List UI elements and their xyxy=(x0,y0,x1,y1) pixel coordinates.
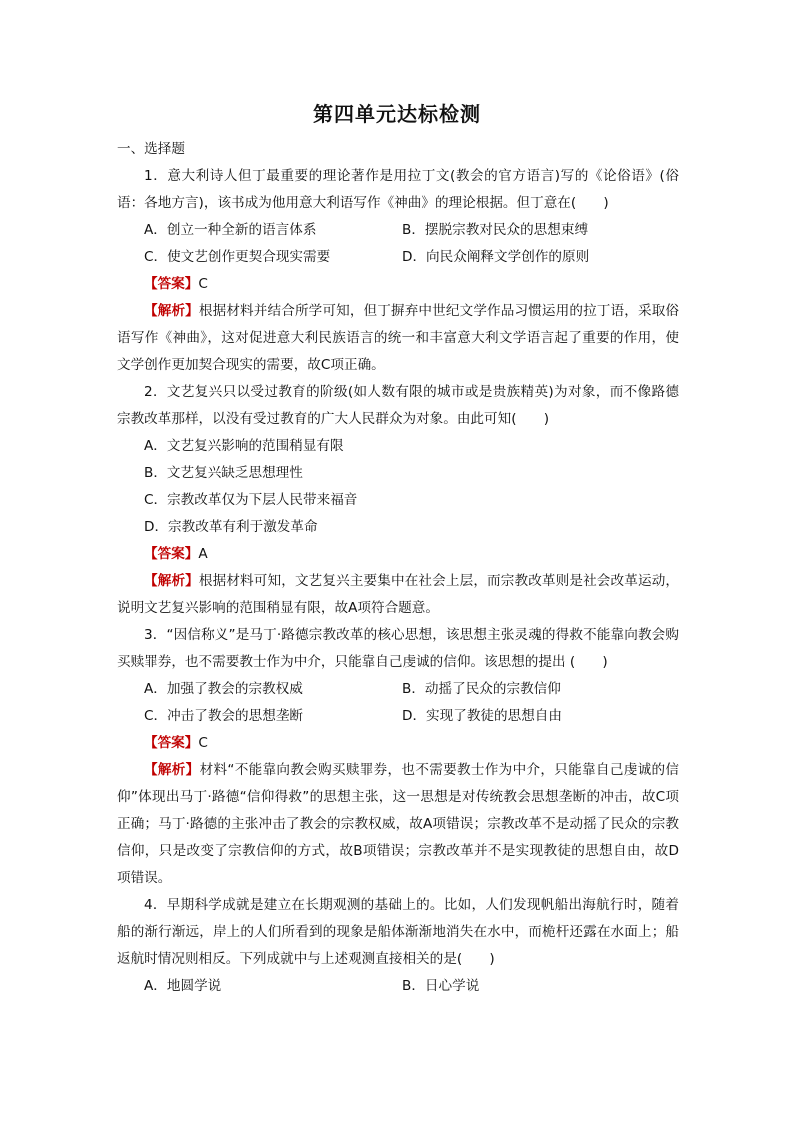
option-a: A．文艺复兴影响的范围稍显有限 xyxy=(144,438,344,454)
question-2 xyxy=(117,379,679,622)
page-title: 第四单元达标检测 xyxy=(313,102,481,126)
answer-line xyxy=(117,541,679,568)
option-d: D．向民众阐释文学创作的原则 xyxy=(402,249,590,265)
explanation xyxy=(117,298,679,379)
option-b: B．日心学说 xyxy=(402,978,480,994)
option-a: A．地圆学说 xyxy=(144,978,222,994)
answer-tag: 【答案】 xyxy=(144,546,199,562)
question-4 xyxy=(117,892,679,1000)
explanation-tag: 【解析】 xyxy=(144,573,199,589)
option-d: D．宗教改革有利于激发革命 xyxy=(144,519,318,535)
explanation xyxy=(117,568,679,622)
option-b: B．动摇了民众的宗教信仰 xyxy=(402,681,561,697)
answer-value: C xyxy=(198,735,208,751)
option-a: A．创立一种全新的语言体系 xyxy=(144,222,317,238)
question-stem: 2．文艺复兴只以受过教育的阶级(如人数有限的城市或是贵族精英)为对象，而不像路德宗教改革那样，以没有受过教育的广大人民群众为对象。由此可知( ) xyxy=(117,384,679,427)
explanation-tag: 【解析】 xyxy=(144,762,200,778)
option-c: C．使文艺创作更契合现实需要 xyxy=(144,249,331,265)
section-heading: 一、选择题 xyxy=(117,141,185,157)
answer-line xyxy=(117,730,679,757)
option-c: C．宗教改革仅为下层人民带来福音 xyxy=(144,492,358,508)
explanation-text: 材料“不能靠向教会购买赎罪券，也不需要教士作为中介，只能靠自己虔诚的信仰”体现出马丁·路德“信仰得救”的思想主张，这一思想是对传统教会思想垄断的冲击，故C项正确；马丁·路德的主张冲击了教会的宗教权威，故A项错误；宗教改革不是动摇了民众的宗教信仰，只是改变了宗教信仰的方式，故B项错误；宗教改革并不是实现教徒的思想自由，故D项错误。 xyxy=(117,762,679,886)
explanation-tag: 【解析】 xyxy=(144,303,199,319)
answer-value: A xyxy=(198,546,208,562)
question-stem: 1．意大利诗人但丁最重要的理论著作是用拉丁文(教会的官方语言)写的《论俗语》(俗语：各地方言)，该书成为他用意大利语写作《神曲》的理论根据。但丁意在( ) xyxy=(117,168,679,211)
explanation-text: 根据材料可知，文艺复兴主要集中在社会上层，而宗教改革则是社会改革运动，说明文艺复兴影响的范围稍显有限，故A项符合题意。 xyxy=(117,573,680,616)
answer-value: C xyxy=(198,276,208,292)
option-b: B．文艺复兴缺乏思想理性 xyxy=(144,465,303,481)
options-row xyxy=(117,973,679,1000)
question-stem: 3．“因信称义”是马丁·路德宗教改革的核心思想，该思想主张灵魂的得救不能靠向教会购买赎罪券，也不需要教士作为中介，只能靠自己虔诚的信仰。该思想的提出 ( ) xyxy=(117,627,679,670)
options-row xyxy=(117,217,679,244)
option-a: A．加强了教会的宗教权威 xyxy=(144,681,303,697)
option-b: B．摆脱宗教对民众的思想束缚 xyxy=(402,222,589,238)
question-3 xyxy=(117,622,679,892)
options-row xyxy=(117,676,679,703)
answer-tag: 【答案】 xyxy=(144,735,199,751)
explanation-text: 根据材料并结合所学可知，但丁摒弃中世纪文学作品习惯运用的拉丁语，采取俗语写作《神曲》，这对促进意大利民族语言的统一和丰富意大利文学语言起了重要的作用，使文学创作更加契合现实的需要，故C项正确。 xyxy=(117,303,680,373)
option-d: D．实现了教徒的思想自由 xyxy=(402,708,562,724)
document-body xyxy=(117,136,679,1000)
explanation xyxy=(117,757,679,892)
question-stem: 4．早期科学成就是建立在长期观测的基础上的。比如，人们发现帆船出海航行时，随着船的渐行渐远，岸上的人们所看到的现象是船体渐渐地消失在水中，而桅杆还露在水面上；船返航时情况则相反。下列成就中与上述观测直接相关的是( ) xyxy=(117,897,679,967)
answer-tag: 【答案】 xyxy=(144,276,199,292)
option-c: C．冲击了教会的思想垄断 xyxy=(144,708,304,724)
options-row xyxy=(117,244,679,271)
options-row xyxy=(117,703,679,730)
answer-line xyxy=(117,271,679,298)
question-1 xyxy=(117,163,679,379)
